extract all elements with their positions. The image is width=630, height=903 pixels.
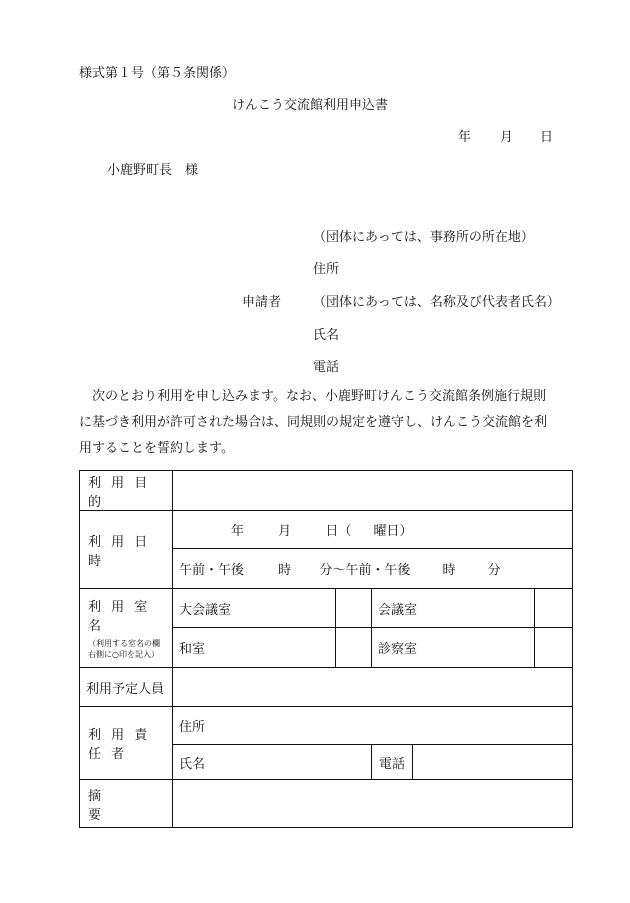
date-year: 年 bbox=[231, 524, 245, 539]
applicant-address-label: 住所 bbox=[313, 262, 340, 277]
form-title: けんこう交流館利用申込書 bbox=[232, 98, 389, 113]
headcount-field[interactable] bbox=[173, 668, 573, 707]
responsible-phone-field[interactable] bbox=[413, 745, 572, 779]
room-row-1 bbox=[80, 589, 573, 628]
date-month: 月 bbox=[278, 524, 292, 539]
date-weekday: 曜日） bbox=[373, 524, 413, 539]
date-row bbox=[80, 511, 573, 549]
room-mark-meeting[interactable] bbox=[535, 589, 573, 628]
end-hour: 時 bbox=[442, 563, 456, 578]
headcount-row bbox=[80, 668, 573, 707]
start-ampm: 午前・午後 bbox=[179, 563, 245, 578]
room-mark-large-hall[interactable] bbox=[336, 589, 372, 628]
room-mark-japanese[interactable] bbox=[336, 628, 372, 668]
responsible-phone-label: 電話 bbox=[372, 745, 413, 779]
form-number: 様式第１号（第５条関係） bbox=[79, 66, 236, 81]
room-name-japanese: 和室 bbox=[173, 628, 336, 668]
remarks-row bbox=[80, 780, 573, 828]
remarks-label: 摘 要 bbox=[80, 780, 173, 828]
date-month-label: 月 bbox=[500, 130, 514, 145]
start-minute-end-ampm: 分～午前・午後 bbox=[319, 563, 411, 578]
responsible-phone-cell[interactable] bbox=[372, 745, 573, 780]
application-table bbox=[79, 470, 573, 828]
responsible-address-label: 住所 bbox=[179, 720, 206, 735]
room-name-exam: 診察室 bbox=[372, 628, 535, 668]
declaration-line: に基づき利用が許可された場合は、同規則の規定を遵守し、けんこう交流館を利 bbox=[79, 415, 548, 430]
room-label-note: （利用する室名の欄右側に○印を記入） bbox=[88, 639, 160, 659]
applicant-name-label: 氏名 bbox=[313, 328, 340, 343]
purpose-field[interactable] bbox=[173, 471, 573, 511]
addressee: 小鹿野町長 様 bbox=[107, 163, 199, 178]
room-mark-exam[interactable] bbox=[535, 628, 573, 668]
room-label bbox=[80, 589, 173, 668]
responsible-name-field[interactable] bbox=[173, 745, 372, 780]
headcount-label: 利用予定人員 bbox=[80, 668, 173, 707]
remarks-field[interactable] bbox=[173, 780, 573, 828]
applicant-phone-label: 電話 bbox=[313, 360, 340, 375]
declaration-line: 用することを誓約します。 bbox=[79, 441, 234, 456]
applicant-label: 申請者 bbox=[242, 295, 282, 310]
end-minute: 分 bbox=[487, 563, 501, 578]
date-time-label: 利 用 日 時 bbox=[80, 511, 173, 589]
date-day-label: 日 bbox=[540, 130, 554, 145]
room-name-large-hall: 大会議室 bbox=[173, 589, 336, 628]
responsible-address-row bbox=[80, 707, 573, 745]
purpose-label: 利 用 目 的 bbox=[80, 471, 173, 511]
time-field[interactable] bbox=[173, 549, 573, 589]
date-day: 日（ bbox=[325, 524, 352, 539]
date-field[interactable] bbox=[173, 511, 573, 549]
applicant-name-note: （団体にあっては、名称及び代表者氏名） bbox=[313, 295, 560, 310]
declaration-line: 次のとおり利用を申し込みます。なお、小鹿野町けんこう交流館条例施行規則 bbox=[79, 389, 546, 404]
declaration-paragraph bbox=[79, 384, 579, 462]
purpose-row bbox=[80, 471, 573, 511]
date-year-label: 年 bbox=[458, 130, 472, 145]
applicant-address-note: （団体にあっては、事務所の所在地） bbox=[313, 230, 534, 245]
responsible-address-field[interactable] bbox=[173, 707, 573, 745]
responsible-label: 利 用 責 任 者 bbox=[80, 707, 173, 780]
responsible-name-label: 氏名 bbox=[179, 756, 206, 772]
room-name-meeting: 会議室 bbox=[372, 589, 535, 628]
room-label-text: 利 用 室 名 bbox=[88, 600, 151, 634]
start-hour: 時 bbox=[278, 563, 292, 578]
